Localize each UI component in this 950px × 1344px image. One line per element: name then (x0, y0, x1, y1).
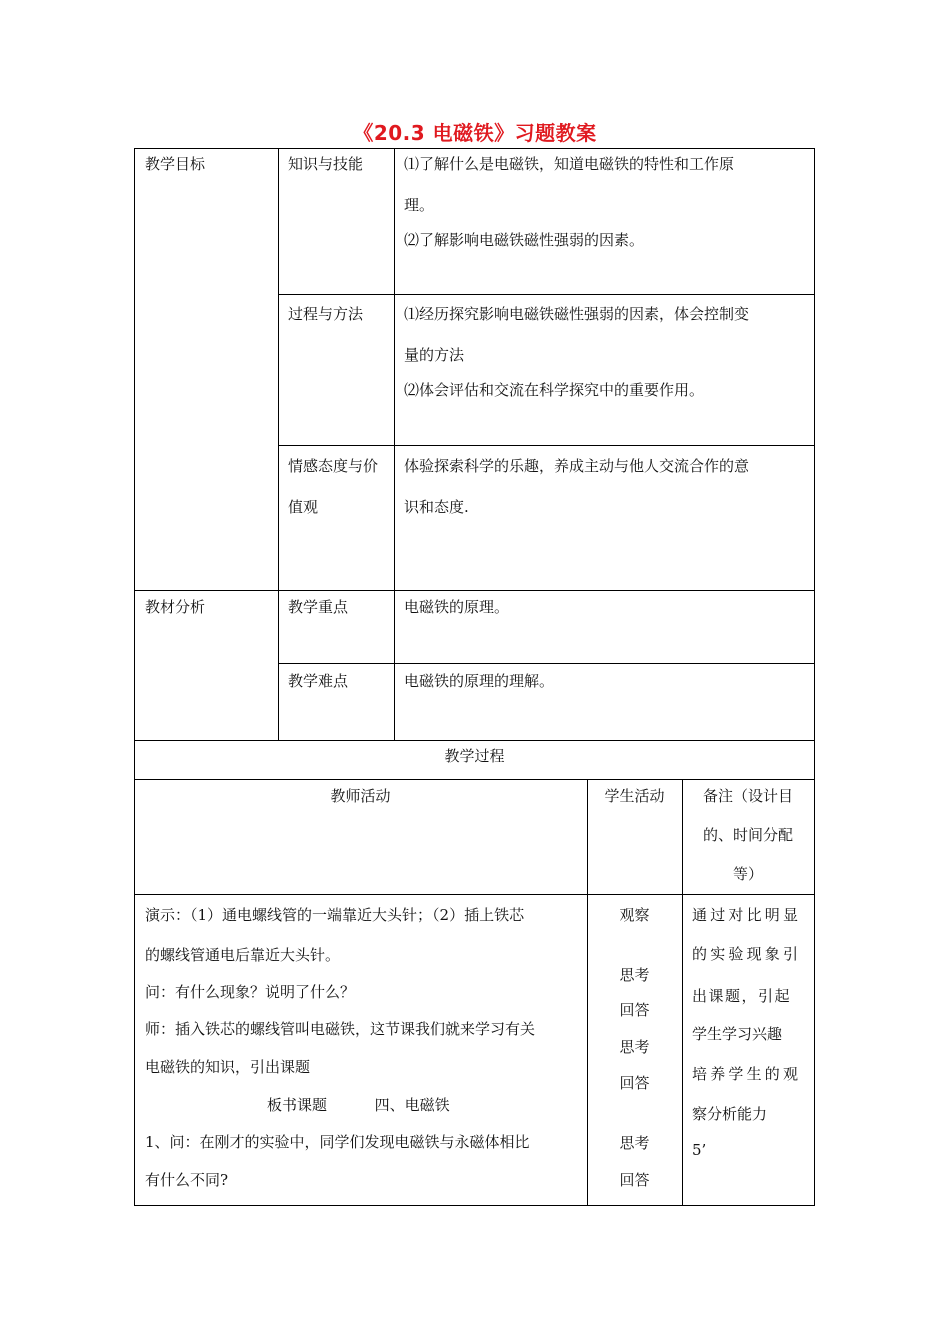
note-line-3: 出课题，引起 (692, 987, 792, 1005)
student-line-6: 思考 (619, 1134, 650, 1152)
knowledge-line-1a: ⑴了解什么是电磁铁，知道电磁铁的特性和工作原 (404, 155, 735, 173)
teacher-line-8: 有什么不同? (145, 1171, 229, 1189)
key-point-label: 教学重点 (288, 598, 349, 616)
emotion-label-a: 情感态度与价 (288, 457, 379, 475)
process-line-1a: ⑴经历探究影响电磁铁磁性强弱的因素，体会控制变 (404, 305, 750, 323)
emotion-line-1b: 识和态度. (404, 498, 469, 516)
teacher-line-4: 师：插入铁芯的螺线管叫电磁铁，这节课我们就来学习有关 (145, 1020, 536, 1038)
process-line-1b: 量的方法 (404, 346, 465, 364)
student-line-4: 思考 (619, 1038, 650, 1056)
teacher-activity-header: 教师活动 (330, 787, 391, 805)
goals-label: 教学目标 (145, 155, 206, 173)
teacher-line-6: 板书课题 四、电磁铁 (267, 1096, 450, 1114)
teacher-line-2: 的螺线管通电后靠近大头针。 (145, 946, 341, 964)
teacher-line-1: 演示：（1）通电螺线管的一端靠近大头针；（2）插上铁芯 (145, 906, 525, 924)
student-line-5: 回答 (619, 1074, 650, 1092)
emotion-label-b: 值观 (288, 498, 319, 516)
material-label: 教材分析 (145, 598, 206, 616)
process-method-label: 过程与方法 (288, 305, 364, 323)
difficulty-value: 电磁铁的原理的理解。 (404, 672, 555, 690)
emotion-line-1a: 体验探索科学的乐趣，养成主动与他人交流合作的意 (404, 457, 750, 475)
student-line-1: 观察 (619, 906, 650, 924)
notes-header-c: 等） (732, 865, 763, 883)
notes-header-b: 的、时间分配 (702, 826, 793, 844)
note-line-2: 的实验现象引 (692, 945, 802, 963)
student-activity-header: 学生活动 (604, 787, 665, 805)
student-line-7: 回答 (619, 1171, 650, 1189)
teacher-line-7: 1、问：在刚才的实验中，同学们发现电磁铁与永磁体相比 (145, 1133, 530, 1151)
page-title: 《20.3 电磁铁》习题教案 (353, 121, 597, 145)
knowledge-line-1b: 理。 (404, 196, 435, 214)
knowledge-label: 知识与技能 (288, 155, 364, 173)
difficulty-label: 教学难点 (288, 672, 349, 690)
teacher-line-5: 电磁铁的知识，引出课题 (145, 1058, 311, 1076)
knowledge-line-2: ⑵了解影响电磁铁磁性强弱的因素。 (404, 231, 645, 249)
key-point-value: 电磁铁的原理。 (404, 598, 510, 616)
note-line-6: 察分析能力 (692, 1105, 768, 1123)
teacher-line-3: 问：有什么现象？说明了什么？ (145, 983, 356, 1001)
process-header: 教学过程 (444, 747, 505, 765)
note-line-5: 培养学生的观 (692, 1065, 802, 1083)
notes-header-a: 备注（设计目 (702, 787, 793, 805)
note-line-1: 通过对比明显 (692, 906, 802, 924)
process-line-2: ⑵体会评估和交流在科学探究中的重要作用。 (404, 381, 705, 399)
note-line-7: 5’ (692, 1141, 707, 1159)
student-line-3: 回答 (619, 1001, 650, 1019)
student-line-2: 思考 (619, 966, 650, 984)
note-line-4: 学生学习兴趣 (692, 1025, 783, 1043)
